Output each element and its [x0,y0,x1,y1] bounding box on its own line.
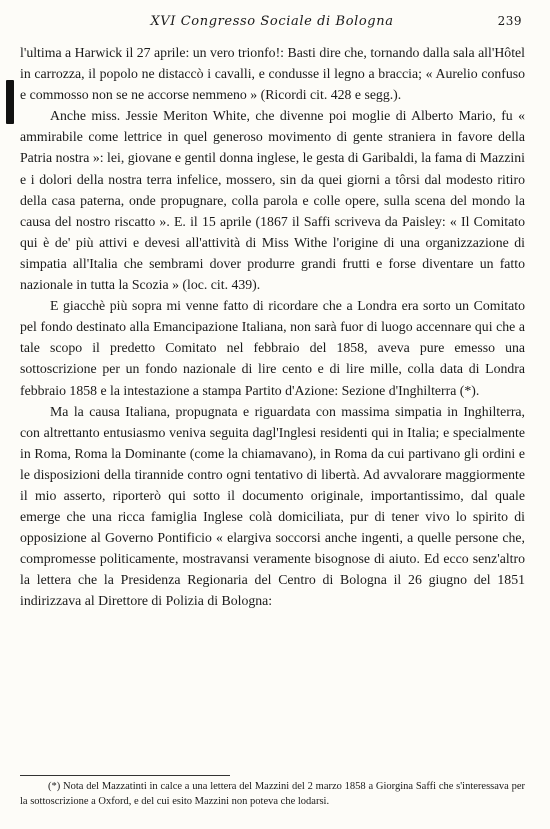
running-title: XVI Congresso Sociale di Bologna [150,14,394,29]
footnote-divider [20,775,230,776]
footnote: (*) Nota del Mazzatinti in calce a una lettera del Mazzini del 2 marzo 1858 a Giorgina Saffi che s'interessava per la sottoscrizione a Oxford, e del cui esito Mazzini non poteva che lodarsi. [20,781,525,807]
page-header [22,12,522,32]
paragraph-continuation: l'ultima a Harwick il 27 aprile: un vero trionfo!: Basti dire che, tornando dalla sala all'Hôtel in carrozza, il popolo ne distaccò i cavalli, e condusse il legno a braccia; « Aurelio confuso e commosso non se ne accorse nemmeno » (Ricordi cit. 428 e segg.). [20,45,525,103]
body-text [20,42,525,612]
paragraph-london-committee: E giacchè più sopra mi venne fatto di ricordare che a Londra era sorto un Comitato pel fondo destinato alla Emancipazione Italiana, non sarà fuor di luogo accennare qui che a tale scopo il predetto Comitato nel febbraio del 1858, aveva pure emesso una sottoscrizione per un fondo nazionale di lire cento e di lire mille, colla data di Londra febbraio 1858 e la intestazione a stampa Partito d'Azione: Sezione d'Inghilterra (*). [20,298,525,398]
paragraph-english-in-rome: Ma la causa Italiana, propugnata e riguardata con massima simpatia in Inghilterra, con altrettanto entusiasmo veniva seguita dagl'Inglesi residenti qui in Italia; e specialmente in Roma, Roma la Dominante (come la chiamavano), in Roma da cui partivano gli ordini e le disposizioni della tirannide contro ogni tentativo di libertà. Ad avvalorare maggiormente il mio asserto, riporterò qui sotto il documento originale, importantissimo, dal quale emerge che una ricca famiglia Inglese colà domiciliata, pur di tener vivo lo spirito di opposizione al Governo Pontificio « elargiva soccorsi anche ingenti, a quelle persone che, compromesse politicamente, mostravansi veramente bisognose di aiuto. Ed ecco senz'altro la lettera che la Presidenza Regionaria del Centro di Bologna il 26 giugno del 1851 indirizzava al Direttore di Polizia di Bologna: [20,403,525,609]
page-number: 239 [497,14,522,28]
margin-mark [6,80,14,124]
paragraph-jessie-white: Anche miss. Jessie Meriton White, che divenne poi moglie di Alberto Mario, fu « ammirabile come lettrice in quel generoso movimento di gente straniera in favore della Patria nostra »: lei, giovane e gentil donna inglese, le gesta di Garibaldi, la fama di Mazzini e i dolori della nostra terra infelice, mossero, sin da quei giorni a tôrsi dal modesto ritiro della casa paterna, onde propugnare, colla parola e colle opere, sulla scena del mondo la causa del nostro riscatto ». E. il 15 aprile (1867 il Saffi scriveva da Paisley: « Il Comitato qui è de' più attivi e devesi all'attività di Miss Withe l'origine di una organizzazione di simpatia all'Italia che sembrami dover produrre grandi frutti e forse diventare un fatto nazionale in tutta la Scozia » (loc. cit. 439). [20,108,525,293]
